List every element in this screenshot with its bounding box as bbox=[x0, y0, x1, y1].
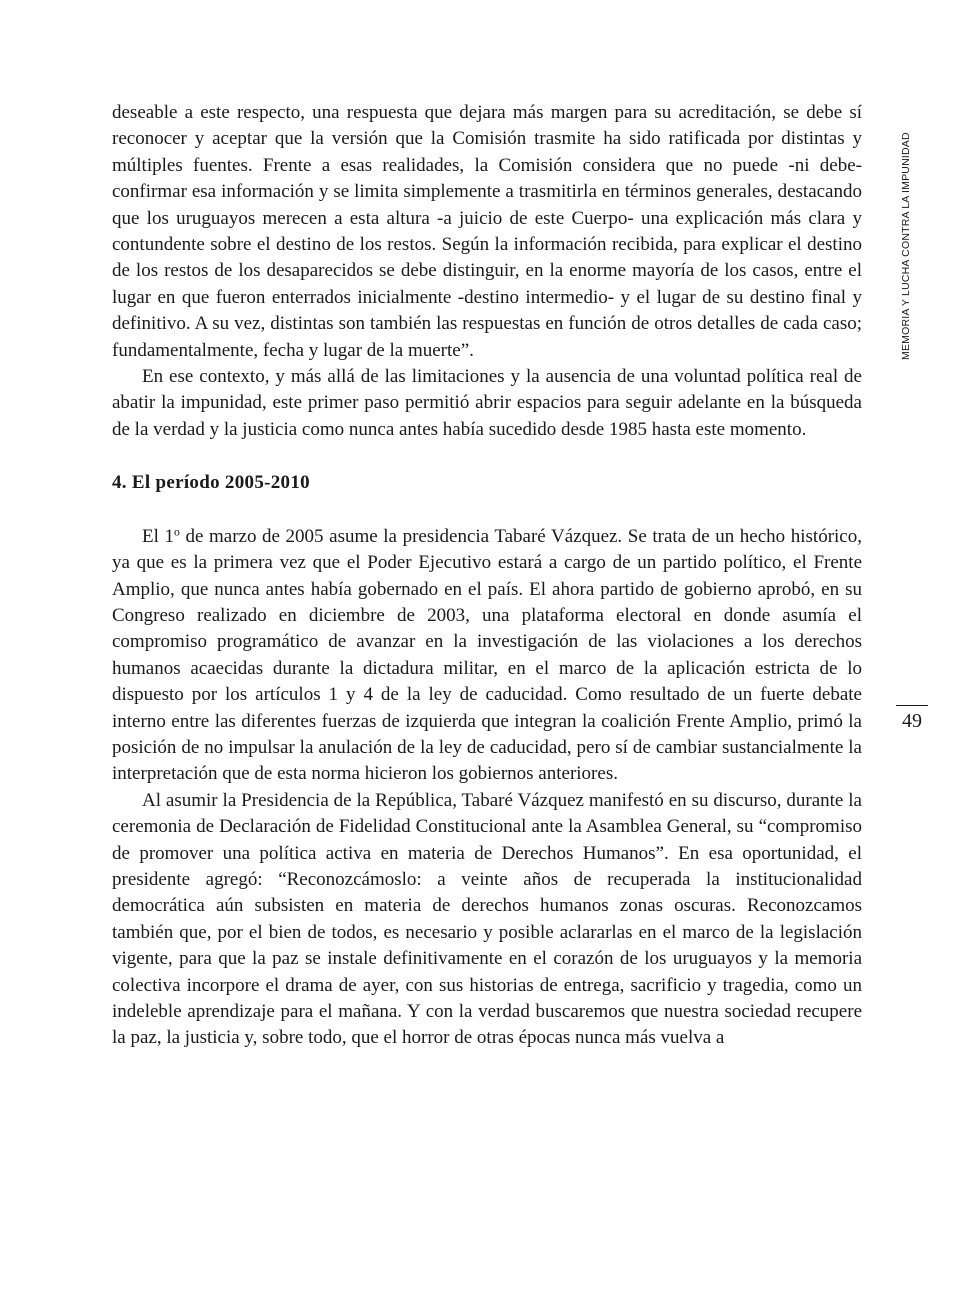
text-column bbox=[112, 100, 862, 1052]
page-number: 49 bbox=[902, 710, 922, 732]
folio-rule bbox=[896, 705, 928, 706]
section-heading: 4. El período 2005-2010 bbox=[112, 472, 310, 494]
ordinal-indicator: o bbox=[173, 525, 180, 539]
paragraph-2005-rest: de marzo de 2005 asume la presidencia Tabaré Vázquez. Se trata de un hecho histórico, ya que es la primera vez que el Poder Ejecutivo estará a cargo de un partido político, el Frente Amplio, que nunca antes había gobernado en el país. El ahora partido de gobierno aprobó, en su Congreso realizado en diciembre de 2003, una plataforma electoral en donde asumía el compromiso programático de avanzar en la investigación de las violaciones a los derechos humanos acaecidas durante la dictadura militar, en el marco de la aplicación estricta de lo dispuesto por los artículos 1 y 4 de la ley de caducidad. Como resultado de un fuerte debate interno entre las diferentes fuerzas de izquierda que integran la coalición Frente Amplio, primó la posición de no impulsar la anulación de la ley de caducidad, pero sí de cambiar sustancialmente la interpretación que de esta norma hicieron los gobiernos anteriores. bbox=[112, 525, 862, 785]
paragraph-context: En ese contexto, y más allá de las limitaciones y la ausencia de una voluntad política real de abatir la impunidad, este primer paso permitió abrir espacios para seguir adelante en la búsqueda de la verdad y la justicia como nunca antes había sucedido desde 1985 hasta este momento. bbox=[112, 366, 862, 440]
paragraph-continued: deseable a este respecto, una respuesta que dejara más margen para su acreditación, se debe sí reconocer y aceptar que la versión que la Comisión trasmite ha sido ratificada por distintas y múltiples fuentes. Frente a esas realidades, la Comisión considera que no puede -ni debe- confirmar esa información y se limita simplemente a trasmitirla en términos generales, destacando que los uruguayos merecen a esta altura -a juicio de este Cuerpo- una explicación más clara y contundente sobre el destino de los restos. Según la información recibida, para explicar el destino de los restos de los desaparecidos se debe distinguir, en la enorme mayoría de los casos, entre el lugar en que fueron enterrados inicialmente -destino intermedio- y el lugar de su destino final y definitivo. A su vez, distintas son también las respuestas en función de otros detalles de cada caso; fundamentalmente, fecha y lugar de la muerte”. bbox=[112, 102, 862, 361]
paragraph-presidency: Al asumir la Presidencia de la República, Tabaré Vázquez manifestó en su discurso, durante la ceremonia de Declaración de Fidelidad Constitucional ante la Asamblea General, su “compromiso de promover una política activa en materia de Derechos Humanos”. En esa oportunidad, el presidente agregó: “Reconozcámoslo: a veinte años de recuperada la institucionalidad democrática aún subsisten en materia de derechos humanos zonas oscuras. Reconozcamos también que, por el bien de todos, es necesario y posible aclararlas en el marco de la legislación vigente, para que la paz se instale definitivamente en el corazón de los uruguayos y la memoria colectiva incorpore el drama de ayer, con sus historias de entrega, sacrificio y tragedia, como un indeleble aprendizaje para el mañana. Y con la verdad buscaremos que nuestra sociedad recupere la paz, la justicia y, sobre todo, que el horror de otras épocas nunca más vuelva a bbox=[112, 789, 862, 1049]
paragraph-2005 bbox=[112, 524, 862, 788]
running-head-text: MEMORIA Y LUCHA CONTRA LA IMPUNIDAD bbox=[900, 132, 912, 360]
paragraph-2005-start: El 1 bbox=[142, 525, 174, 547]
